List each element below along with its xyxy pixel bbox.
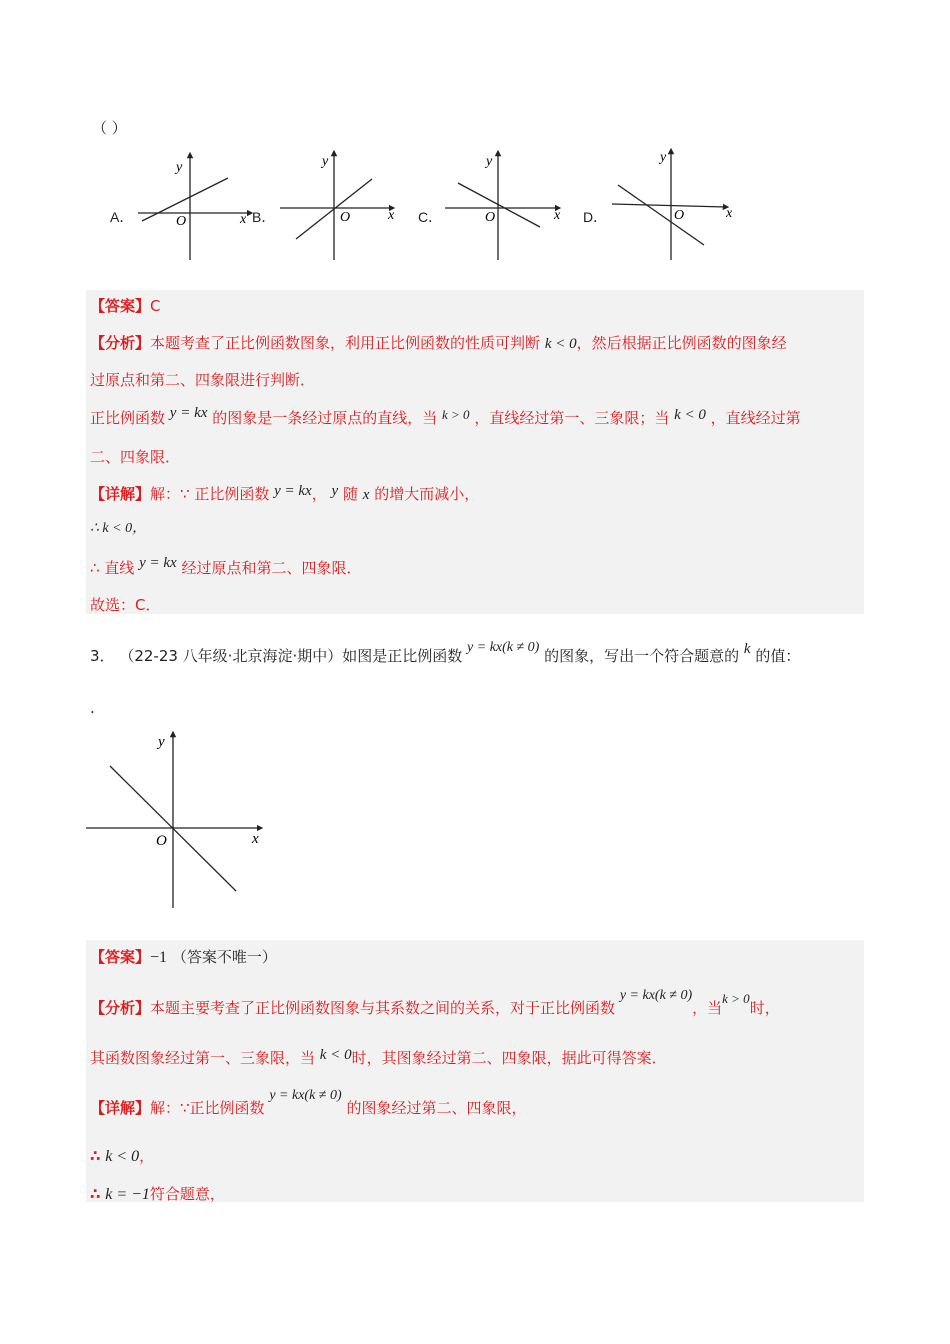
q3-analysis-line-2 <box>90 1048 667 1069</box>
option-graphs <box>100 145 860 265</box>
graph-b-y-label: y <box>322 154 329 169</box>
math-y-kx: y = kx <box>274 483 312 499</box>
q3-stem-text: 如图是正比例函数 <box>342 647 463 665</box>
q3-answer-note: （答案不唯一） <box>171 948 277 966</box>
math-k: k <box>743 641 751 657</box>
q2-detail-line-3 <box>90 555 362 579</box>
q3-analysis-text: 本题主要考查了正比例函数图象与其系数之间的关系，对于正比例函数 <box>150 999 616 1017</box>
math-y-kx: y = kx <box>139 555 177 571</box>
q3-analysis-text: 其函数图象经过第一、三象限，当 <box>90 1049 316 1067</box>
q2-detail-line-2: ∴ k < 0， <box>90 521 147 536</box>
q3-stem <box>90 640 801 668</box>
q3-graph <box>84 728 284 913</box>
q2-analysis-tag: 【分析】 <box>90 334 151 352</box>
q2-detail-line-1 <box>90 484 479 505</box>
q3-answer-line <box>90 947 277 968</box>
option-d-label[interactable]: D． <box>583 209 608 225</box>
math-k-lt-0: k < 0 <box>319 1047 352 1063</box>
math-x: x <box>362 487 370 503</box>
q2-analysis-text: 正比例函数 <box>90 409 166 427</box>
q3-detail-text: 的图象经过第二、四象限， <box>346 1099 527 1117</box>
graph-b <box>280 153 395 260</box>
graph-d-y-label: y <box>660 150 667 165</box>
q2-detail-text: 解：∵ 正比例函数 <box>150 485 270 503</box>
q3-stem-text: 的值： <box>755 647 801 665</box>
q3-solution-box <box>86 940 864 1202</box>
q2-answer-value: C <box>150 297 161 315</box>
q3-analysis-line-1 <box>90 988 780 1020</box>
q3-detail-text: 解：∵正比例函数 <box>150 1099 265 1117</box>
graph-a-y-label: y <box>176 160 183 175</box>
math-k-gt-0: k > 0 <box>441 407 470 422</box>
q3-detail-line-2 <box>90 1146 154 1167</box>
q2-analysis-text: ，直线经过第 <box>710 409 801 427</box>
q3-answer-value: −1 <box>150 949 168 966</box>
graph-c <box>445 153 561 260</box>
q2-detail-text: 随 <box>342 485 358 503</box>
q2-analysis-line-2: 过原点和第二、四象限进行判断． <box>90 371 316 389</box>
q2-detail-line-4: 故选：C． <box>90 596 161 614</box>
q3-analysis-text: 时，其图象经过第二、四象限，据此可得答案． <box>351 1049 667 1067</box>
q2-analysis-text: 本题考查了正比例函数图象，利用正比例函数的性质可判断 <box>150 334 541 352</box>
q2-answer-tag: 【答案】 <box>90 297 151 315</box>
q3-graph-y-label: y <box>158 734 165 750</box>
q3-analysis-text: ，当 <box>692 999 723 1017</box>
math-y: y <box>331 483 339 499</box>
q3-graph-origin: O <box>156 833 167 849</box>
q2-detail-text: 经过原点和第二、四象限． <box>181 559 362 577</box>
option-b-label[interactable]: B． <box>252 209 276 225</box>
option-c-label[interactable]: C． <box>418 209 443 225</box>
math-k-gt-0: k > 0 <box>722 991 750 1006</box>
q2-analysis-line-1 <box>90 333 787 354</box>
q3-analysis-tag: 【分析】 <box>90 999 151 1017</box>
math-k-lt-0: k < 0 <box>674 407 706 423</box>
q3-analysis-text: 时， <box>749 999 780 1017</box>
graph-b-origin: O <box>340 210 351 225</box>
graph-c-origin: O <box>485 210 496 225</box>
math-k-eq-neg1: k = −1 <box>105 1186 150 1203</box>
q3-answer-tag: 【答案】 <box>90 948 151 966</box>
q2-detail-text: ∴ 直线 <box>90 559 135 577</box>
graph-a <box>138 155 250 260</box>
q3-detail-line-3 <box>90 1184 225 1205</box>
math-y-kx-k-ne-0: y = kx(k ≠ 0) <box>619 988 693 1003</box>
graph-d <box>612 150 733 260</box>
graph-c-x-label: x <box>554 208 561 223</box>
graph-a-x-label: x <box>240 212 247 227</box>
math-y-kx-k-ne-0: y = kx(k ≠ 0) <box>467 640 540 655</box>
graph-a-origin: O <box>176 214 187 229</box>
q2-analysis-line-3 <box>90 405 801 429</box>
q2-answer-line <box>90 296 161 316</box>
answer-parentheses: （ ） <box>92 119 127 137</box>
therefore-symbol: ∴ <box>90 1147 101 1165</box>
graph-d-origin: O <box>674 208 685 223</box>
graph-b-x-label: x <box>388 208 395 223</box>
graph-c-y-label: y <box>486 154 493 169</box>
option-a-label[interactable]: A． <box>110 209 134 225</box>
q2-detail-text: 的增大而减小， <box>374 485 480 503</box>
q3-stem-text: 的图象，写出一个符合题意的 <box>544 647 740 665</box>
q3-detail-text: 符合题意， <box>149 1185 225 1203</box>
math-y-kx-k-ne-0: y = kx(k ≠ 0) <box>269 1088 342 1103</box>
q2-detail-text: ， <box>311 485 327 503</box>
q2-analysis-text: ，直线经过第一、三象限；当 <box>474 409 670 427</box>
q3-graph-x-label: x <box>252 831 259 847</box>
q3-detail-line-1 <box>90 1088 527 1120</box>
q3-detail-tag: 【详解】 <box>90 1099 151 1117</box>
graph-d-x-label: x <box>726 206 733 221</box>
math-y-kx: y = kx <box>169 405 208 421</box>
q2-analysis-text: ，然后根据正比例函数的图象经 <box>576 334 787 352</box>
q3-source: （22-23 八年级·北京海淀·期中） <box>119 647 343 665</box>
math-k-lt-0: k < 0 <box>544 336 577 352</box>
q3-blank-dot: . <box>90 699 95 717</box>
q2-detail-tag: 【详解】 <box>90 485 151 503</box>
q3-detail-text: ， <box>139 1147 155 1165</box>
q2-analysis-text: 的图象是一条经过原点的直线，当 <box>212 409 438 427</box>
q3-number: 3． <box>90 647 115 665</box>
math-k-lt-0: k < 0 <box>105 1148 140 1165</box>
therefore-symbol: ∴ <box>90 1185 101 1203</box>
q2-analysis-line-4: 二、四象限． <box>90 448 181 466</box>
